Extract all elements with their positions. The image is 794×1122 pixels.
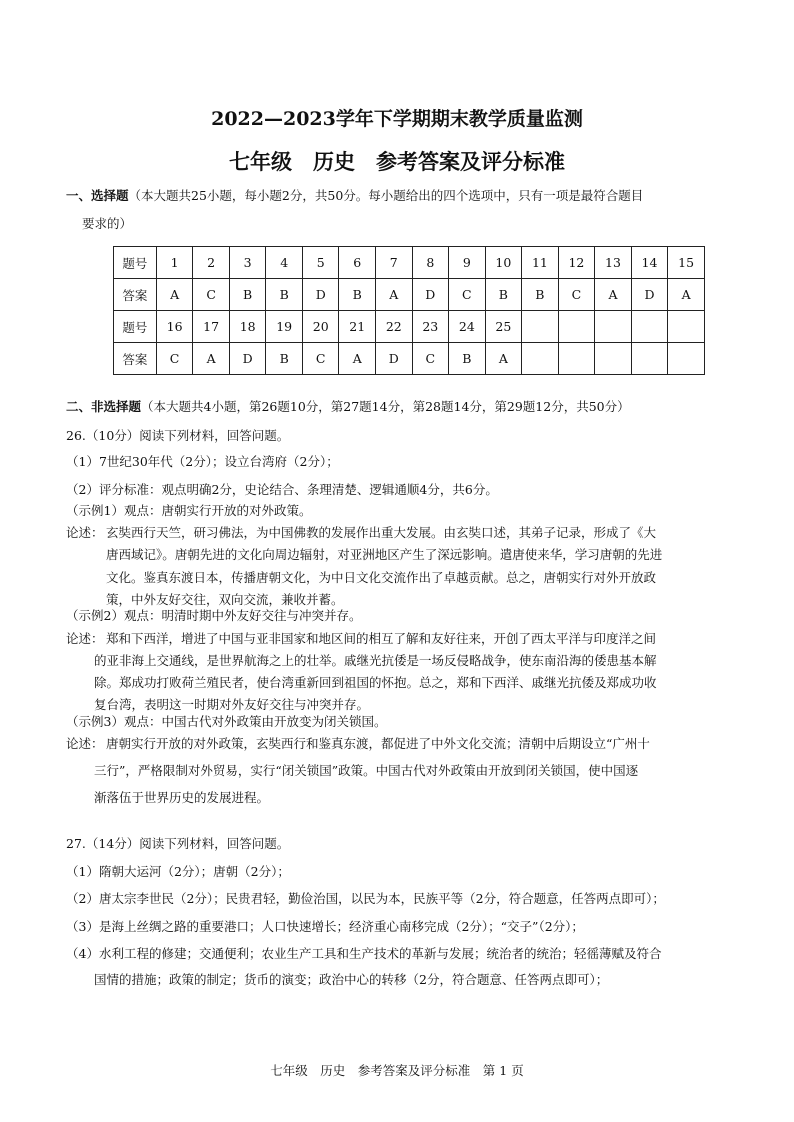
section2-line <box>66 397 630 417</box>
q26-example-1-text-2: 唐西域记》。唐朝先进的文化向周边辐射，对亚洲地区产生了深远影响。遣唐使来华，学习唐朝的先进 <box>106 547 663 562</box>
answer-cell: B <box>266 343 303 375</box>
q27-answer-2: （2）唐太宗李世民（2分）；民贵君轻，勤俭治国，以民为本，民族平等（2分，符合题意，任答两点即可）； <box>66 891 665 906</box>
answer-row-label: 答案 <box>114 343 157 375</box>
answer-cell: C <box>302 343 339 375</box>
answer-cell: A <box>339 343 376 375</box>
answer-cell: B <box>522 279 559 311</box>
answer-cell <box>668 343 705 375</box>
question-number-cell <box>522 311 559 343</box>
answer-cell: D <box>631 279 668 311</box>
question-number-cell: 20 <box>302 311 339 343</box>
question-number-cell: 19 <box>266 311 303 343</box>
question-number-cell: 1 <box>156 247 193 279</box>
question-number-cell: 8 <box>412 247 449 279</box>
q26-example-2-text-3: 除。郑成功打败荷兰殖民者，使台湾重新回到祖国的怀抱。总之，郑和下西洋、戚继光抗倭及郑成功收 <box>94 675 657 690</box>
q26-example-3-view: （示例3）观点：中国古代对外政策由开放变为闭关锁国。 <box>66 714 387 729</box>
section2-desc: （本大题共4小题，第26题10分，第27题14分，第28题14分，第29题12分，共50分） <box>141 399 630 414</box>
question-number-cell: 7 <box>376 247 413 279</box>
q26-example-2-view: （示例2）观点：明清时期中外友好交往与冲突并存。 <box>66 608 362 623</box>
q26-example-2-text-4: 复台湾，表明这一时期对外友好交往与冲突并存。 <box>94 697 370 712</box>
answer-cell <box>522 343 559 375</box>
answer-cell: D <box>229 343 266 375</box>
page-subtitle: 七年级 历史 参考答案及评分标准 <box>229 149 565 174</box>
q26-example-2-text-2: 的亚非海上交通线，是世界航海之上的壮举。戚继光抗倭是一场反侵略战争，使东南沿海的倭患基本解 <box>94 653 657 668</box>
answer-cell: C <box>449 279 486 311</box>
question-number-cell: 12 <box>558 247 595 279</box>
q26-example-1-text-1: 玄奘西行天竺，研习佛法，为中国佛教的发展作出重大发展。由玄奘口述，其弟子记录，形成了《大 <box>106 525 657 540</box>
answer-cell: B <box>339 279 376 311</box>
question-number-cell: 14 <box>631 247 668 279</box>
question-number-cell <box>558 311 595 343</box>
answer-cell: D <box>302 279 339 311</box>
question-number-cell: 10 <box>485 247 522 279</box>
page-title: 2022—2023学年下学期期末教学质量监测 <box>211 108 583 130</box>
answer-cell: B <box>485 279 522 311</box>
q27-heading: 27.（14分）阅读下列材料，回答问题。 <box>66 836 290 851</box>
section1-desc: （本大题共25小题，每小题2分，共50分。每小题给出的四个选项中，只有一项是最符合题目 <box>128 188 644 203</box>
answer-cell: B <box>229 279 266 311</box>
q26-example-1-label: 论述： <box>66 525 104 540</box>
answer-cell: D <box>412 279 449 311</box>
question-row <box>114 311 705 343</box>
question-number-cell: 24 <box>449 311 486 343</box>
question-number-cell <box>595 311 632 343</box>
question-number-cell: 11 <box>522 247 559 279</box>
question-number-cell: 16 <box>156 311 193 343</box>
q26-example-1-view: （示例1）观点：唐朝实行开放的对外政策。 <box>66 503 312 518</box>
section1-desc-cont: 要求的） <box>82 216 133 231</box>
q26-example-3-label: 论述： <box>66 736 104 751</box>
section1-heading: 一、选择题 <box>66 188 129 203</box>
question-number-cell: 4 <box>266 247 303 279</box>
q27-answer-4: （4）水利工程的修建；交通便利；农业生产工具和生产技术的革新与发展；统治者的统治；轻徭薄赋及符合 <box>66 946 662 961</box>
question-number-cell <box>668 311 705 343</box>
q26-example-1-text-4: 策，中外友好交往，双向交流，兼收并蓄。 <box>106 592 344 607</box>
answer-cell <box>631 343 668 375</box>
answer-cell: C <box>193 279 230 311</box>
q26-answer-1: （1）7世纪30年代（2分）；设立台湾府（2分）； <box>66 454 339 469</box>
question-number-cell: 25 <box>485 311 522 343</box>
question-number-cell: 15 <box>668 247 705 279</box>
answer-cell: C <box>412 343 449 375</box>
q27-answer-3: （3）是海上丝绸之路的重要港口；人口快速增长；经济重心南移完成（2分）；“交子”（2分）； <box>66 919 584 934</box>
question-number-cell: 13 <box>595 247 632 279</box>
q27-answer-4-cont: 国情的措施；政策的制定；货币的演变；政治中心的转移（2分，符合题意、任答两点即可）； <box>94 972 609 987</box>
q26-example-1-text-3: 文化。鉴真东渡日本，传播唐朝文化，为中日文化交流作出了卓越贡献。总之，唐朝实行对外开放政 <box>106 570 657 585</box>
answer-cell: B <box>449 343 486 375</box>
question-number-cell: 5 <box>302 247 339 279</box>
q27-answer-1: （1）隋朝大运河（2分）；唐朝（2分）； <box>66 864 290 879</box>
question-number-cell <box>631 311 668 343</box>
question-row-label: 题号 <box>114 247 157 279</box>
answer-cell: A <box>668 279 705 311</box>
answer-row <box>114 279 705 311</box>
question-row <box>114 247 705 279</box>
question-number-cell: 18 <box>229 311 266 343</box>
section2-heading: 二、非选择题 <box>66 399 142 414</box>
page-footer: 七年级 历史 参考答案及评分标准 第 1 页 <box>270 1063 524 1078</box>
answer-row-label: 答案 <box>114 279 157 311</box>
section1-line <box>66 186 643 206</box>
answer-cell: C <box>558 279 595 311</box>
question-number-cell: 3 <box>229 247 266 279</box>
answer-cell <box>558 343 595 375</box>
question-number-cell: 2 <box>193 247 230 279</box>
q26-example-2-text-1: 郑和下西洋，增进了中国与亚非国家和地区间的相互了解和友好往来，开创了西太平洋与印度洋之间 <box>106 631 657 646</box>
answer-cell: A <box>156 279 193 311</box>
answer-cell: A <box>485 343 522 375</box>
answer-cell: A <box>595 279 632 311</box>
q26-answer-2: （2）评分标准：观点明确2分，史论结合、条理清楚、逻辑通顺4分，共6分。 <box>66 482 498 497</box>
question-number-cell: 6 <box>339 247 376 279</box>
q26-example-2-label: 论述： <box>66 631 104 646</box>
question-number-cell: 21 <box>339 311 376 343</box>
q26-example-3-text-2: 三行”，严格限制对外贸易，实行“闭关锁国”政策。中国古代对外政策由开放到闭关锁国，使中国逐 <box>94 763 639 778</box>
question-row-label: 题号 <box>114 311 157 343</box>
answer-cell: B <box>266 279 303 311</box>
answer-cell: C <box>156 343 193 375</box>
answer-cell: A <box>193 343 230 375</box>
question-number-cell: 23 <box>412 311 449 343</box>
answer-table <box>113 246 705 375</box>
question-number-cell: 9 <box>449 247 486 279</box>
answer-cell: D <box>376 343 413 375</box>
q26-example-3-text-1: 唐朝实行开放的对外政策，玄奘西行和鉴真东渡，都促进了中外文化交流；清朝中后期设立“广州十 <box>106 736 650 751</box>
q26-example-3-text-3: 渐落伍于世界历史的发展进程。 <box>94 790 270 805</box>
question-number-cell: 22 <box>376 311 413 343</box>
answer-cell: A <box>376 279 413 311</box>
q26-heading: 26.（10分）阅读下列材料，回答问题。 <box>66 428 290 443</box>
answer-row <box>114 343 705 375</box>
question-number-cell: 17 <box>193 311 230 343</box>
answer-cell <box>595 343 632 375</box>
